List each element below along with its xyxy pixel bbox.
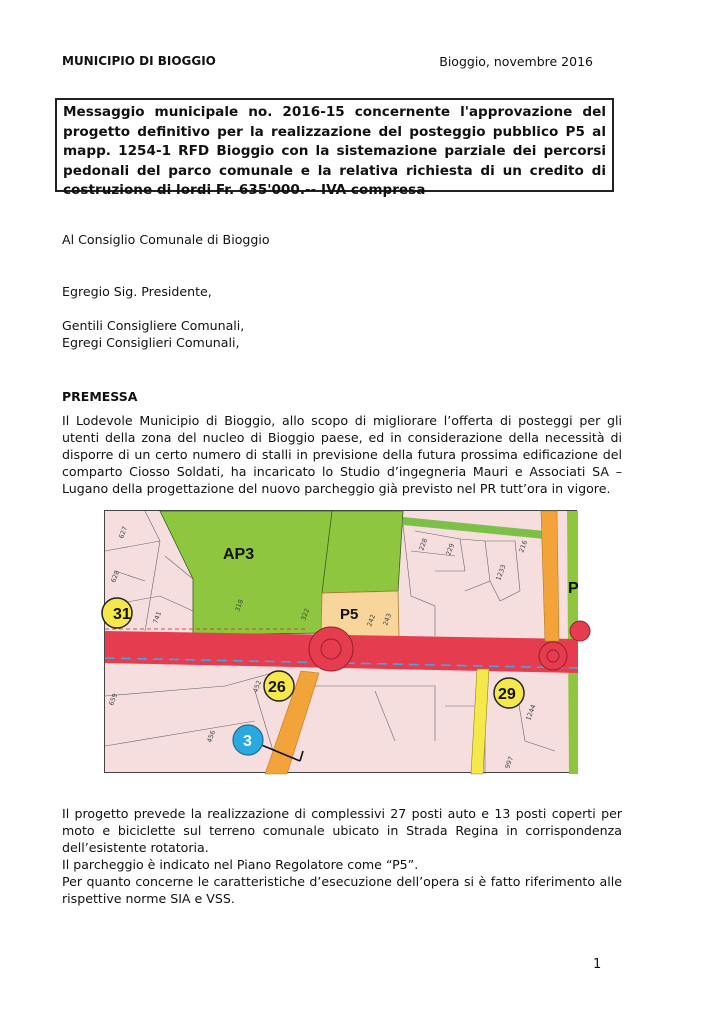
section-title: PREMESSA — [62, 389, 138, 404]
marker-31 — [102, 598, 132, 628]
parcel-216: 216 — [517, 539, 530, 554]
salutation-block — [62, 317, 622, 351]
parcel-228: 228 — [417, 537, 430, 552]
parcel-452: 452 — [251, 679, 264, 694]
project-paragraph-2: Il parcheggio è indicato nel Piano Regolatore come “P5”. — [62, 857, 419, 872]
message-title: Messaggio municipale no. 2016-15 concernente l'approvazione del progetto definitivo per la realizzazione del posteggio pubblico P5 al mapp. 1254-1 RFD Bioggio con la sistemazione parziale dei percorsi pedonali del parco comunale e la relativa richiesta di un credito di costruzione di lordi Fr. 635'000.-- IVA compresa — [63, 104, 606, 198]
parcel-318: 318 — [233, 598, 246, 613]
parcel-456: 456 — [205, 729, 218, 744]
project-paragraph-3: Per quanto concerne le caratteristiche d’esecuzione dell’opera si è fatto riferimento alle rispettive norme SIA e VSS. — [62, 874, 622, 906]
parcel-229: 229 — [444, 542, 457, 557]
message-title-box — [55, 98, 614, 198]
project-paragraph-1: Il progetto prevede la realizzazione di complessivi 27 posti auto e 13 posti coperti per moto e biciclette sul terreno comunale ubicato in Strada Regina in corrispondenza dell’esistente rotatoria. — [62, 806, 622, 855]
yellow-road — [471, 669, 489, 774]
parcel-627: 627 — [117, 525, 130, 540]
roundabout-west — [309, 627, 353, 671]
marker-26 — [264, 671, 294, 701]
parcel-741: 741 — [151, 610, 164, 625]
marker-26-label: 26 — [268, 679, 286, 696]
parcel-1244: 1244 — [524, 703, 538, 722]
salutation-line-2: Egregi Consiglieri Comunali, — [62, 335, 240, 350]
addressee: Al Consiglio Comunale di Bioggio — [62, 232, 270, 247]
salutation-president: Egregio Sig. Presidente, — [62, 284, 212, 299]
parking-label-p5: P5 — [340, 606, 359, 623]
marker-29-label: 29 — [498, 686, 516, 703]
parcel-1233: 1233 — [494, 563, 508, 582]
marker-3-label: 3 — [243, 733, 252, 750]
project-paragraphs — [62, 805, 622, 907]
edge-red-marker — [570, 621, 590, 641]
page-number: 1 — [593, 957, 602, 972]
site-plan-map — [104, 510, 577, 773]
marker-29 — [494, 678, 524, 708]
parcel-243: 243 — [381, 612, 394, 627]
parcel-322: 322 — [299, 607, 312, 622]
intro-paragraph: Il Lodevole Municipio di Bioggio, allo scopo di migliorare l’offerta di posteggi per gli utenti della zona del nucleo di Bioggio paese, ed in considerazione della necessità di disporre di un certo numero di stalli in previsione della futura prossima edificazione del comparto Ciosso Soldati, ha incaricato lo Studio d’ingegneria Mauri e Associati SA – Lugano della progettazione del nuovo parcheggio già previsto nel PR tutt’ora in vigore. — [62, 413, 622, 496]
zone-label-ap3: AP3 — [223, 546, 255, 563]
parcel-659: 659 — [107, 692, 120, 707]
edge-label-p: P — [568, 580, 579, 597]
green-strip-top — [403, 517, 545, 539]
roundabout-east — [539, 642, 567, 670]
salutation-line-1: Gentili Consigliere Comunali, — [62, 318, 245, 333]
municipality-header: MUNICIPIO DI BIOGGIO — [62, 54, 216, 68]
orange-road-north — [541, 511, 559, 641]
place-date: Bioggio, novembre 2016 — [439, 54, 593, 69]
marker-31-label: 31 — [113, 606, 131, 623]
parcel-628: 628 — [109, 569, 122, 584]
parcel-997: 997 — [503, 755, 516, 770]
parcel-242: 242 — [365, 613, 378, 628]
green-zone-east — [322, 511, 403, 593]
